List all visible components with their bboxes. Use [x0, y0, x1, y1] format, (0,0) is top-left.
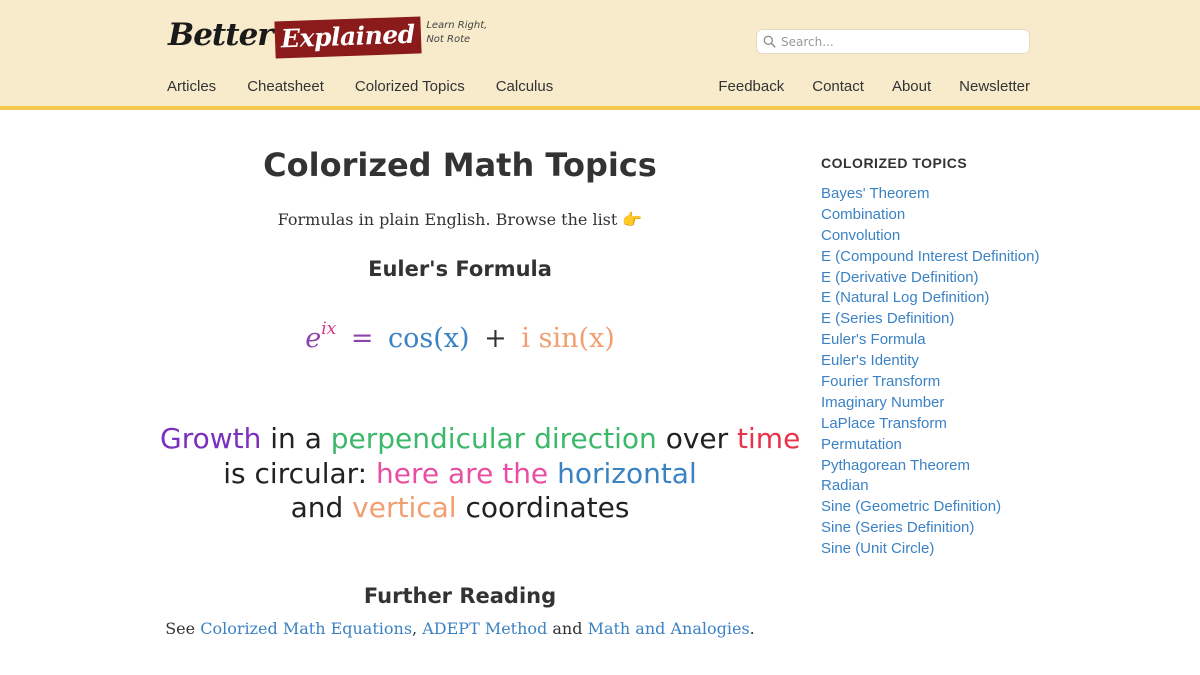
sidebar-item — [821, 475, 1061, 496]
nav-about[interactable]: About — [891, 78, 932, 95]
explanation-phrase: is circular: — [223, 456, 368, 490]
sidebar-topic-link[interactable]: E (Natural Log Definition) — [821, 289, 990, 307]
sidebar-item — [821, 225, 1061, 246]
logo-tagline — [426, 19, 487, 47]
link-colorized-math-equations[interactable]: Colorized Math Equations — [200, 619, 413, 638]
explanation-phrase: here are the — [376, 456, 549, 490]
colorized-explanation — [160, 422, 801, 526]
explanation-phrase: time — [737, 422, 801, 455]
explanation-phrase: perpendicular direction — [330, 422, 657, 455]
sidebar-topic-link[interactable]: E (Derivative Definition) — [821, 268, 979, 286]
formula-exponent: ix — [321, 319, 337, 339]
explanation-line-1 — [160, 422, 801, 457]
site-logo[interactable] — [168, 14, 487, 60]
explanation-phrase: and — [290, 491, 344, 524]
sidebar-topic-link[interactable]: Radian — [821, 477, 869, 495]
logo-better-text: Better — [168, 17, 273, 53]
nav-feedback[interactable]: Feedback — [718, 78, 785, 95]
site-header — [0, 0, 1200, 110]
further-reading-heading: Further Reading — [363, 584, 557, 608]
sidebar-item — [821, 455, 1061, 476]
page-subtitle: Formulas in plain English. Browse the list 👉 — [277, 210, 643, 229]
sidebar-item — [821, 204, 1061, 225]
sidebar-topic-link[interactable]: Pythagorean Theorem — [821, 456, 970, 474]
sidebar-item — [821, 246, 1061, 267]
sidebar-topic-link[interactable]: Euler's Formula — [821, 331, 926, 349]
sidebar-topic-link[interactable]: Fourier Transform — [821, 373, 941, 391]
page-title: Colorized Math Topics — [263, 146, 657, 184]
explanation-phrase: Growth — [160, 422, 262, 455]
sidebar — [821, 155, 1061, 559]
sidebar-topic-link[interactable]: Euler's Identity — [821, 352, 919, 370]
sidebar-topic-link[interactable]: LaPlace Transform — [821, 414, 947, 432]
formula-equals: = — [350, 323, 374, 354]
sidebar-item — [821, 329, 1061, 350]
sidebar-topic-link[interactable]: Bayes' Theorem — [821, 185, 930, 202]
sidebar-item — [821, 308, 1061, 329]
sidebar-topic-link[interactable]: Sine (Geometric Definition) — [821, 498, 1002, 516]
reading-prefix: See — [165, 619, 196, 638]
sidebar-item — [821, 517, 1061, 538]
sidebar-topic-link[interactable]: Combination — [821, 205, 906, 223]
reading-sep-2: and — [552, 619, 583, 638]
sidebar-item — [821, 350, 1061, 371]
sidebar-item — [821, 183, 1061, 204]
explanation-phrase: over — [665, 422, 729, 455]
sidebar-topic-link[interactable]: Permutation — [821, 435, 902, 453]
explanation-line-3 — [160, 491, 760, 526]
explanation-phrase: coordinates — [465, 491, 630, 524]
search-box[interactable] — [756, 29, 1030, 54]
sidebar-topic-link[interactable]: Sine (Unit Circle) — [821, 540, 935, 558]
explanation-phrase: in a — [270, 422, 322, 455]
nav-calculus[interactable]: Calculus — [495, 78, 554, 95]
euler-formula — [160, 319, 760, 354]
primary-nav — [167, 78, 584, 95]
sidebar-item — [821, 434, 1061, 455]
nav-articles[interactable]: Articles — [167, 78, 217, 95]
link-adept-method[interactable]: ADEPT Method — [422, 619, 548, 638]
formula-plus: + — [484, 323, 507, 354]
reading-suffix: . — [749, 619, 755, 638]
sidebar-item — [821, 287, 1061, 308]
sidebar-item — [821, 371, 1061, 392]
sidebar-topic-list — [821, 183, 1061, 559]
euler-formula-heading: Euler's Formula — [368, 257, 552, 281]
sidebar-item — [821, 392, 1061, 413]
sidebar-item — [821, 538, 1061, 559]
reading-sep-1: , — [412, 619, 418, 638]
link-math-and-analogies[interactable]: Math and Analogies — [587, 619, 750, 638]
nav-contact[interactable]: Contact — [812, 78, 864, 95]
search-input[interactable] — [781, 35, 1021, 49]
formula-sin: i sin(x) — [521, 323, 615, 354]
sidebar-topic-link[interactable]: E (Series Definition) — [821, 310, 955, 328]
tagline-line-2: Not Rote — [426, 34, 471, 45]
sidebar-item — [821, 413, 1061, 434]
formula-e: e — [305, 323, 322, 354]
sidebar-topic-link[interactable]: E (Compound Interest Definition) — [821, 247, 1040, 265]
logo-explained-text: Explained — [274, 16, 421, 58]
sidebar-topic-link[interactable]: Imaginary Number — [821, 393, 945, 411]
nav-cheatsheet[interactable]: Cheatsheet — [247, 78, 324, 95]
sidebar-topic-link[interactable]: Convolution — [821, 226, 901, 244]
sidebar-title: COLORIZED TOPICS — [821, 155, 968, 171]
secondary-nav — [690, 78, 1030, 95]
sidebar-item — [821, 496, 1061, 517]
sidebar-topic-link[interactable]: Sine (Series Definition) — [821, 519, 975, 537]
explanation-phrase: horizontal — [557, 456, 697, 490]
nav-colorized-topics[interactable]: Colorized Topics — [354, 78, 465, 95]
search-icon — [763, 35, 776, 48]
explanation-phrase: vertical — [352, 491, 457, 524]
formula-cos: cos(x) — [388, 323, 470, 354]
sidebar-item — [821, 267, 1061, 288]
nav-newsletter[interactable]: Newsletter — [959, 78, 1030, 95]
further-reading-text — [160, 619, 760, 638]
tagline-line-1: Learn Right, — [426, 20, 488, 31]
explanation-line-2 — [160, 457, 760, 492]
